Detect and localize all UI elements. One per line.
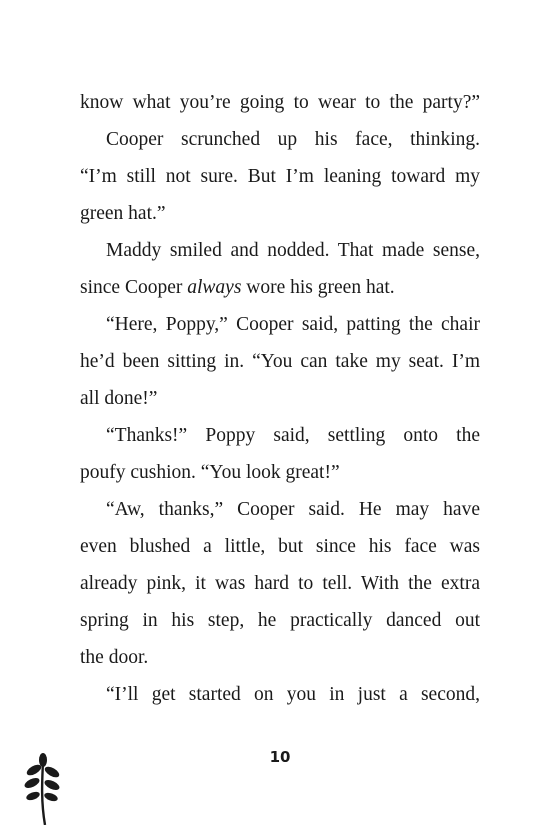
text-line: “I’ll get started on you in just a second, [106, 684, 480, 705]
text-line: spring in his step, he practically danced out [80, 610, 480, 631]
text-line: green hat.” [80, 203, 166, 224]
text-line: know what you’re going to wear to the party?” [80, 92, 480, 113]
text-segment: since Cooper [80, 277, 183, 298]
leafy-sprig-icon [20, 752, 64, 825]
text-line: “I’m still not sure. But I’m leaning toward my [80, 166, 480, 187]
emphasized-word: always [187, 277, 242, 298]
text-line: already pink, it was hard to tell. With the extra [80, 573, 480, 594]
page-body-text [80, 84, 480, 713]
text-line: “Here, Poppy,” Cooper said, patting the chair [106, 314, 480, 335]
text-line: the door. [80, 647, 149, 668]
text-line: poufy cushion. “You look great!” [80, 462, 340, 483]
text-segment: wore his green hat. [246, 277, 395, 298]
page-number: 10 [269, 748, 291, 766]
text-line: he’d been sitting in. “You can take my seat. I’m [80, 351, 480, 372]
text-line: “Aw, thanks,” Cooper said. He may have [106, 499, 480, 520]
text-line: “Thanks!” Poppy said, settling onto the [106, 425, 480, 446]
text-line-with-emphasis [80, 269, 480, 306]
text-line: Maddy smiled and nodded. That made sense, [106, 240, 480, 261]
text-line: Cooper scrunched up his face, thinking. [106, 129, 480, 150]
text-line: all done!” [80, 388, 158, 409]
text-line: even blushed a little, but since his face was [80, 536, 480, 557]
